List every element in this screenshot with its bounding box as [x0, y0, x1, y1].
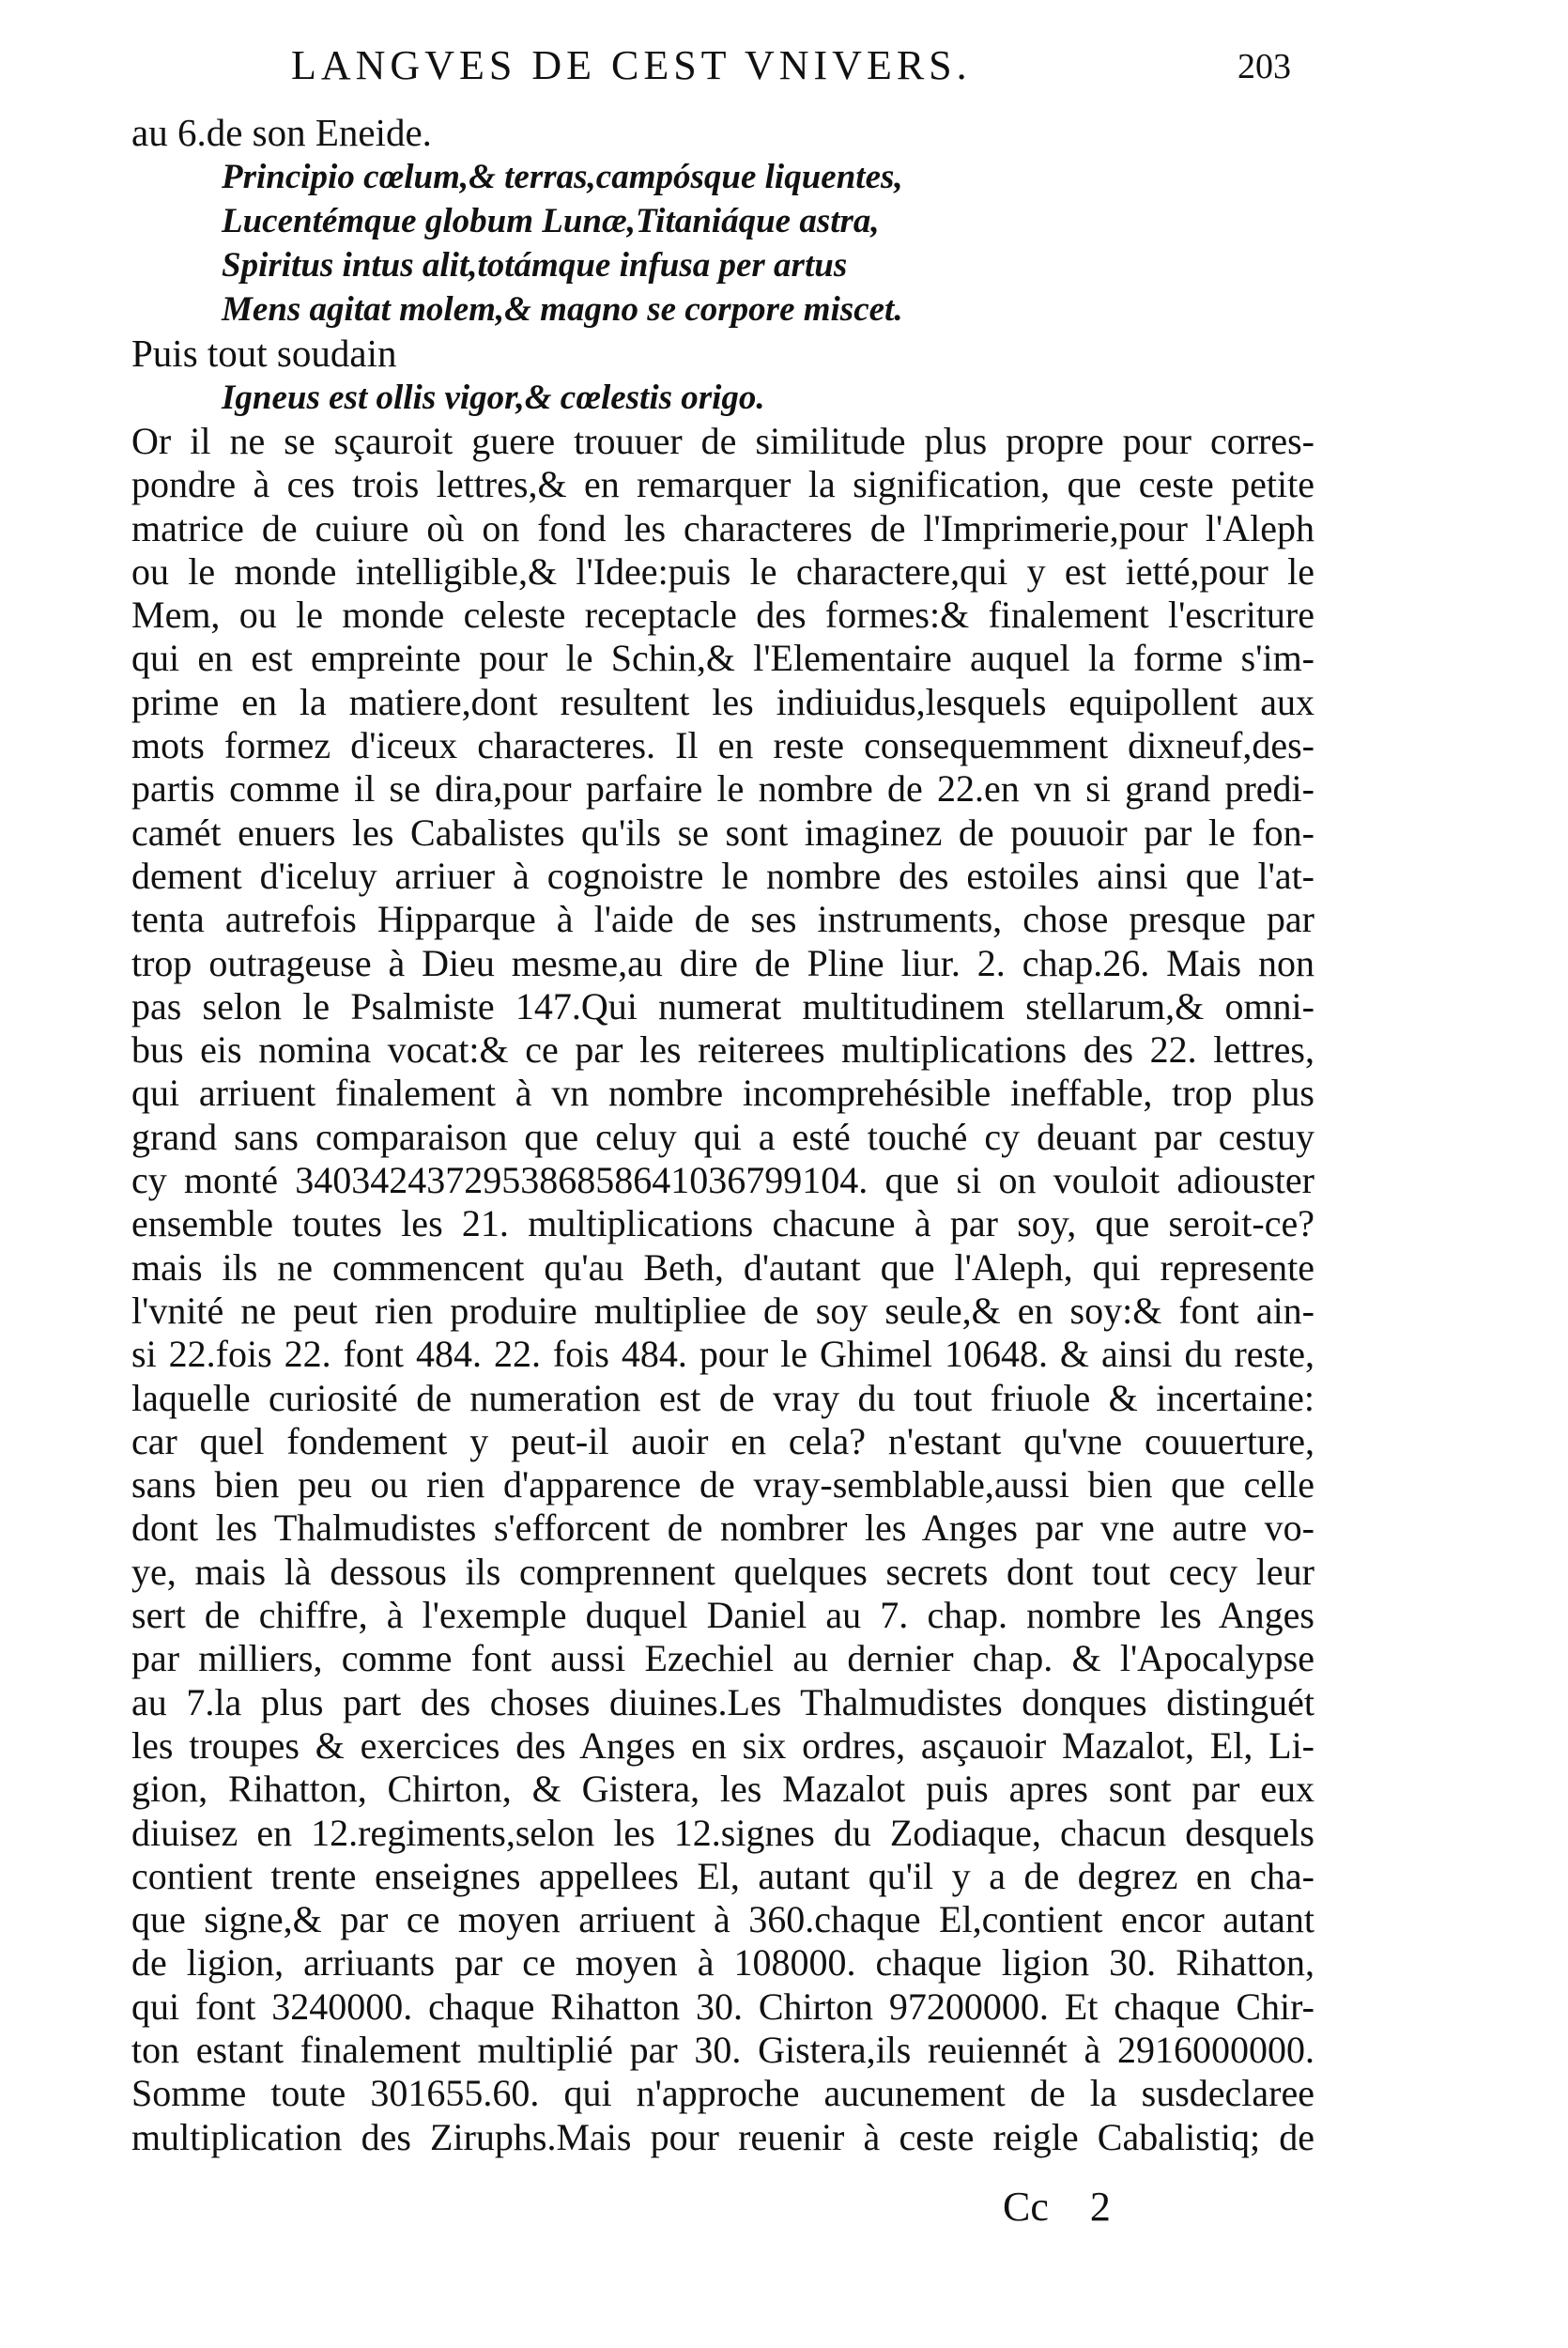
body-line: dont les Thalmudistes s'efforcent de nombrer les Anges par vne autre vo-	[131, 1506, 1314, 1550]
body-line: grand sans comparaison que celuy qui a esté touché cy deuant par cestuy	[131, 1115, 1314, 1158]
verse-line: Mens agitat molem,& magno se corpore miscet.	[222, 290, 903, 329]
body-line: car quel fondement y peut-il auoir en cela? n'estant qu'vne couuerture,	[131, 1419, 1314, 1462]
body-line: contient trente enseignes appellees El, autant qu'il y a de degrez en cha-	[131, 1854, 1314, 1897]
body-line: gion, Rihatton, Chirton, & Gistera, les Mazalot puis apres sont par eux	[131, 1768, 1314, 1811]
body-line: prime en la matiere,dont resultent les indiuidus,lesquels equipollent aux	[131, 680, 1314, 723]
body-line: diuisez en 12.regiments,selon les 12.signes du Zodiaque, chacun desquels	[131, 1811, 1314, 1854]
body-line: Or il ne se sçauroit guere trouuer de similitude plus propre pour corres-	[131, 420, 1314, 462]
body-line: pondre à ces trois lettres,& en remarquer la signification, que ceste petite	[131, 463, 1314, 506]
body-line: mots formez d'iceux characteres. Il en reste consequemment dixneuf,des-	[131, 724, 1314, 767]
body-line: sans bien peu ou rien d'apparence de vray-semblable,aussi bien que celle	[131, 1463, 1314, 1506]
body-line: les troupes & exercices des Anges en six ordres, asçauoir Mazalot, El, Li-	[131, 1723, 1314, 1767]
verse-line: Spiritus intus alit,totámque infusa per artus	[222, 246, 848, 285]
signature-number: 2	[1089, 2184, 1111, 2230]
transition-line: Puis tout soudain	[131, 332, 397, 375]
body-line: partis comme il se dira,pour parfaire le nombre de 22.en vn si grand predi-	[131, 767, 1314, 811]
body-line: trop outrageuse à Dieu mesme,au dire de Pline liur. 2. chap.26. Mais non	[131, 941, 1314, 984]
body-line: dement d'iceluy arriuer à cognoistre le nombre des estoiles ainsi que l'at-	[131, 854, 1314, 897]
body-line: ye, mais là dessous ils comprennent quelques secrets dont tout cecy leur	[131, 1550, 1314, 1593]
body-line: si 22.fois 22. font 484. 22. fois 484. pour le Ghimel 10648. & ainsi du reste,	[131, 1333, 1314, 1376]
body-line: laquelle curiosité de numeration est de vray du tout friuole & incertaine:	[131, 1376, 1314, 1419]
body-line: qui en est empreinte pour le Schin,& l'Elementaire auquel la forme s'im-	[131, 637, 1314, 680]
body-line: sert de chiffre, à l'exemple duquel Daniel au 7. chap. nombre les Anges	[131, 1594, 1314, 1637]
body-line: pas selon le Psalmiste 147.Qui numerat multitudinem stellarum,& omni-	[131, 984, 1314, 1027]
page-number: 203	[1237, 47, 1291, 86]
body-line: Mem, ou le monde celeste receptacle des formes:& finalement l'escriture	[131, 594, 1314, 637]
body-paragraph	[131, 420, 1314, 2159]
body-line: ton estant finalement multiplié par 30. Gistera,ils reuiennét à 2916000000.	[131, 2028, 1314, 2071]
body-line: camét enuers les Cabalistes qu'ils se sont imaginez de pouuoir par le fon-	[131, 811, 1314, 854]
body-line: ensemble toutes les 21. multiplications chacune à par soy, que seroit-ce?	[131, 1202, 1314, 1245]
verse-quotation-2	[131, 376, 1314, 420]
signature-mark	[1003, 2183, 1111, 2231]
body-line: l'vnité ne peut rien produire multipliee de soy seule,& en soy:& font ain-	[131, 1289, 1314, 1332]
verse-quotation-1	[131, 155, 1314, 332]
verse-line: Lucentémque globum Lunæ,Titaniáque astra,	[222, 202, 880, 240]
body-line: matrice de cuiure où on fond les characteres de l'Imprimerie,pour l'Aleph	[131, 506, 1314, 549]
body-line: Somme toute 301655.60. qui n'approche aucunement de la susdeclaree	[131, 2072, 1314, 2115]
body-line: de ligion, arriuants par ce moyen à 108000. chaque ligion 30. Rihatton,	[131, 1941, 1314, 1985]
body-line: qui font 3240000. chaque Rihatton 30. Chirton 97200000. Et chaque Chir-	[131, 1985, 1314, 2028]
signature-letters: Cc	[1003, 2184, 1049, 2230]
main-text-block	[131, 111, 1314, 2159]
body-line: mais ils ne commencent qu'au Beth, d'autant que l'Aleph, qui represente	[131, 1245, 1314, 1289]
running-title: LANGVES DE CEST VNIVERS.	[291, 42, 972, 88]
body-line: cy monté 340342437295386858641036799104. que si on vouloit adiouster	[131, 1159, 1314, 1202]
verse-line: Igneus est ollis vigor,& cœlestis origo.	[222, 378, 765, 417]
verse-line: Principio cœlum,& terras,campósque liquentes,	[222, 158, 903, 196]
body-line: au 7.la plus part des choses diuines.Les Thalmudistes donques distinguét	[131, 1680, 1314, 1723]
body-line: que signe,& par ce moyen arriuent à 360.chaque El,contient encor autant	[131, 1898, 1314, 1941]
body-line: bus eis nomina vocat:& ce par les reiterees multiplications des 22. lettres,	[131, 1028, 1314, 1072]
body-line: par milliers, comme font aussi Ezechiel au dernier chap. & l'Apocalypse	[131, 1637, 1314, 1680]
body-line: multiplication des Ziruphs.Mais pour reuenir à ceste reigle Cabalistiq; de	[131, 2115, 1314, 2158]
body-line: tenta autrefois Hipparque à l'aide de ses instruments, chose presque par	[131, 898, 1314, 941]
body-line: ou le monde intelligible,& l'Idee:puis le charactere,qui y est ietté,pour le	[131, 549, 1314, 593]
body-line: qui arriuent finalement à vn nombre incomprehésible ineffable, trop plus	[131, 1072, 1314, 1115]
opening-line: au 6.de son Eneide.	[131, 111, 432, 154]
